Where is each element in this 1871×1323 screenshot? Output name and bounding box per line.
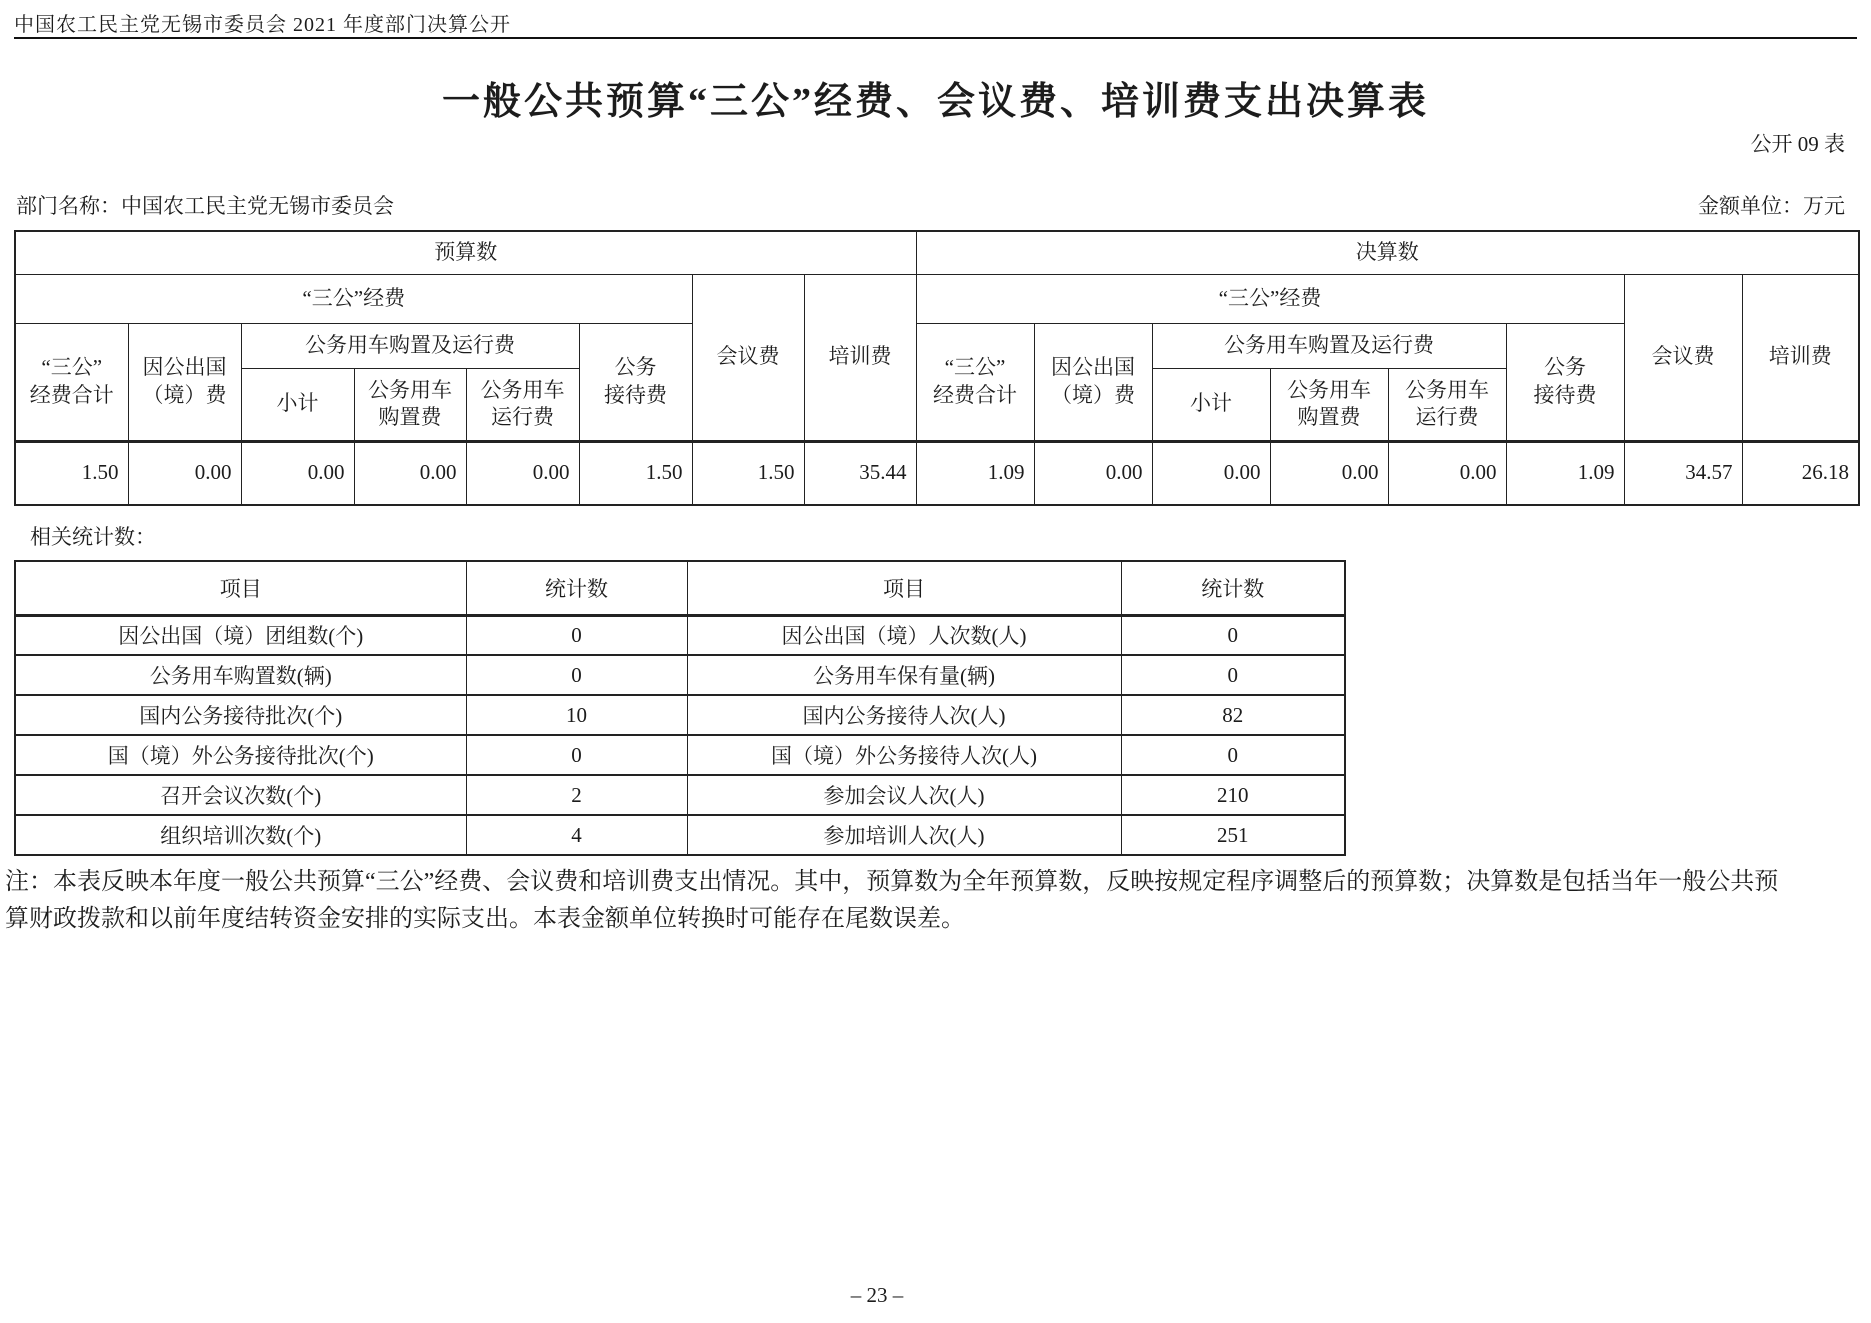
- doc-header: 中国农工民主党无锡市委员会 2021 年度部门决算公开: [14, 14, 511, 36]
- page-number: – 23 –: [850, 1283, 904, 1307]
- vehicle-operation-line2: 运行费: [491, 405, 554, 429]
- footnote: [5, 864, 1867, 938]
- sangong-group-header: “三公”经费: [916, 274, 1624, 323]
- reception-fee-line2: 接待费: [1533, 382, 1597, 407]
- stats-item-cell: 参加培训人次(人): [687, 815, 1121, 855]
- sangong-group-header: “三公”经费: [15, 274, 692, 323]
- sangong-total-line2: 经费合计: [29, 382, 114, 407]
- subtotal-header: 小计: [1152, 368, 1270, 441]
- stats-value-cell: 0: [466, 615, 687, 655]
- vehicle-operation-line1: 公务用车: [1405, 377, 1489, 402]
- stats-item-cell: 公务用车保有量(辆): [687, 655, 1121, 695]
- budget-value-cell: 0.00: [354, 441, 466, 505]
- stats-item-cell: 参加会议人次(人): [687, 775, 1121, 815]
- vehicle-group-header: 公务用车购置及运行费: [1152, 323, 1506, 368]
- vehicle-purchase-line2: 购置费: [378, 405, 442, 429]
- stats-item-cell: 国（境）外公务接待批次(个): [15, 735, 466, 775]
- budget-value-cell: 35.44: [804, 441, 916, 505]
- budget-value-cell: 1.50: [15, 441, 128, 505]
- vehicle-operation-line1: 公务用车: [480, 377, 565, 402]
- expenditure-table: [14, 230, 1860, 506]
- footnote-line1: 注：本表反映本年度一般公共预算“三公”经费、会议费和培训费支出情况。其中，预算数为全年预算数，反映按规定程序调整后的预算数；决算数是包括当年一般公共预: [5, 869, 1779, 895]
- stats-value-cell: 210: [1121, 775, 1345, 815]
- stats-item-cell: 国内公务接待人次(人): [687, 695, 1121, 735]
- vehicle-purchase-header: [354, 368, 466, 441]
- final-section-header: 决算数: [916, 231, 1859, 274]
- stats-item-cell: 国（境）外公务接待人次(人): [687, 735, 1121, 775]
- reception-fee-header: [579, 323, 692, 441]
- stats-item-cell: 组织培训次数(个): [15, 815, 466, 855]
- stats-row: [15, 735, 1345, 775]
- final-value-cell: 0.00: [1388, 441, 1506, 505]
- vehicle-purchase-line1: 公务用车: [1287, 377, 1371, 402]
- reception-fee-header: [1506, 323, 1624, 441]
- department-name-label: 部门名称：中国农工民主党无锡市委员会: [16, 194, 394, 218]
- meeting-fee-header: 会议费: [1624, 274, 1742, 441]
- stats-header-item: 项目: [15, 561, 466, 615]
- stats-value-cell: 0: [1121, 735, 1345, 775]
- stats-value-cell: 10: [466, 695, 687, 735]
- stats-section-label: 相关统计数：: [30, 525, 156, 549]
- training-fee-header: 培训费: [1742, 274, 1859, 441]
- budget-section-header: 预算数: [15, 231, 916, 274]
- final-value-cell: 34.57: [1624, 441, 1742, 505]
- stats-item-cell: 因公出国（境）人次数(人): [687, 615, 1121, 655]
- stats-header-count: 统计数: [466, 561, 687, 615]
- budget-value-cell: 0.00: [128, 441, 241, 505]
- vehicle-group-header: 公务用车购置及运行费: [241, 323, 579, 368]
- page-title: 一般公共预算“三公”经费、会议费、培训费支出决算表: [441, 81, 1429, 123]
- reception-fee-line1: 公务: [614, 355, 657, 380]
- stats-value-cell: 251: [1121, 815, 1345, 855]
- abroad-fee-line1: 因公出国: [1051, 355, 1135, 380]
- abroad-fee-line1: 因公出国: [142, 355, 227, 380]
- stats-row: [15, 655, 1345, 695]
- budget-value-cell: 1.50: [692, 441, 804, 505]
- final-value-cell: 0.00: [1152, 441, 1270, 505]
- stats-value-cell: 0: [466, 735, 687, 775]
- sangong-total-line1: “三公”: [944, 355, 1006, 380]
- training-fee-header: 培训费: [804, 274, 916, 441]
- budget-value-cell: 0.00: [466, 441, 579, 505]
- meeting-fee-header: 会议费: [692, 274, 804, 441]
- sangong-total-header: [15, 323, 128, 441]
- stats-row: [15, 615, 1345, 655]
- stats-item-cell: 公务用车购置数(辆): [15, 655, 466, 695]
- amount-unit-label: 金额单位：万元: [1698, 194, 1845, 218]
- vehicle-operation-header: [466, 368, 579, 441]
- abroad-fee-line2: （境）费: [1051, 382, 1135, 407]
- stats-row: [15, 695, 1345, 735]
- stats-row: [15, 815, 1345, 855]
- stats-header-item: 项目: [687, 561, 1121, 615]
- sangong-total-line2: 经费合计: [933, 382, 1017, 407]
- stats-value-cell: 0: [1121, 615, 1345, 655]
- header-divider: [14, 37, 1857, 39]
- footnote-line2: 算财政拨款和以前年度结转资金安排的实际支出。本表金额单位转换时可能存在尾数误差。: [5, 906, 965, 932]
- statistics-table: [14, 560, 1346, 856]
- reception-fee-line1: 公务: [1544, 355, 1586, 380]
- stats-value-cell: 4: [466, 815, 687, 855]
- abroad-fee-header: [1034, 323, 1152, 441]
- stats-item-cell: 国内公务接待批次(个): [15, 695, 466, 735]
- reception-fee-line2: 接待费: [604, 382, 667, 407]
- stats-item-cell: 召开会议次数(个): [15, 775, 466, 815]
- final-value-cell: 0.00: [1034, 441, 1152, 505]
- vehicle-operation-line2: 运行费: [1415, 405, 1479, 429]
- subtotal-header: 小计: [241, 368, 354, 441]
- sangong-total-header: [916, 323, 1034, 441]
- vehicle-purchase-line2: 购置费: [1297, 405, 1361, 429]
- stats-value-cell: 2: [466, 775, 687, 815]
- budget-value-cell: 1.50: [579, 441, 692, 505]
- final-value-cell: 1.09: [1506, 441, 1624, 505]
- final-value-cell: 26.18: [1742, 441, 1859, 505]
- vehicle-operation-header: [1388, 368, 1506, 441]
- abroad-fee-header: [128, 323, 241, 441]
- abroad-fee-line2: （境）费: [142, 382, 227, 407]
- stats-row: [15, 775, 1345, 815]
- table-code-label: 公开 09 表: [1750, 132, 1845, 156]
- vehicle-purchase-header: [1270, 368, 1388, 441]
- budget-value-cell: 0.00: [241, 441, 354, 505]
- final-value-cell: 1.09: [916, 441, 1034, 505]
- stats-value-cell: 82: [1121, 695, 1345, 735]
- final-value-cell: 0.00: [1270, 441, 1388, 505]
- stats-value-cell: 0: [466, 655, 687, 695]
- stats-header-count: 统计数: [1121, 561, 1345, 615]
- stats-item-cell: 因公出国（境）团组数(个): [15, 615, 466, 655]
- sangong-total-line1: “三公”: [41, 355, 103, 380]
- vehicle-purchase-line1: 公务用车: [368, 377, 452, 402]
- stats-value-cell: 0: [1121, 655, 1345, 695]
